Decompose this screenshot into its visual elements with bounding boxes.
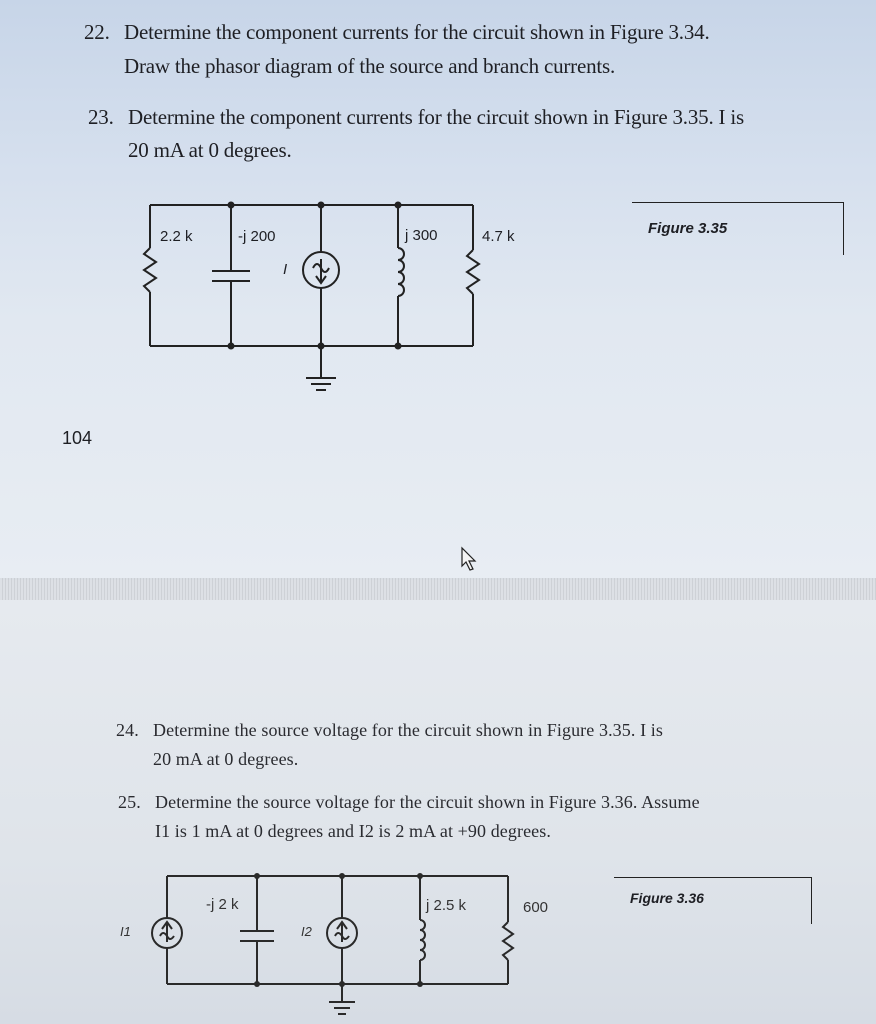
- fig336-source1-label: I1: [120, 924, 131, 939]
- figure-3-35-frame: [632, 202, 844, 255]
- fig335-r1-label: 2.2 k: [160, 228, 193, 245]
- fig336-source2-label: I2: [301, 924, 312, 939]
- problem-23-line1: Determine the component currents for the circuit shown in Figure 3.35. I is: [128, 105, 745, 129]
- problem-22-line1: Determine the component currents for the circuit shown in Figure 3.34.: [124, 20, 710, 44]
- problem-25-line2: I1 is 1 mA at 0 degrees and I2 is 2 mA at +90 degrees.: [155, 821, 551, 841]
- page-number: 104: [62, 428, 93, 448]
- problem-22-number: 22.: [84, 20, 110, 44]
- fig335-source-label: I: [283, 261, 288, 278]
- problem-24-number: 24.: [116, 720, 139, 740]
- problem-24-line2: 20 mA at 0 degrees.: [153, 749, 299, 769]
- fig336-r1-label: 600: [523, 899, 549, 916]
- fig336-c1-label: -j 2 k: [206, 896, 239, 913]
- fig335-l1-label: j 300: [405, 227, 438, 244]
- problem-24-line1: Determine the source voltage for the circuit shown in Figure 3.35. I is: [153, 720, 663, 740]
- problem-25-line1: Determine the source voltage for the circuit shown in Figure 3.36. Assume: [155, 792, 700, 812]
- problem-23-number: 23.: [88, 105, 114, 129]
- fig335-r2-label: 4.7 k: [482, 228, 515, 245]
- problem-25-number: 25.: [118, 792, 141, 812]
- figure-3-35-caption: Figure 3.35: [648, 220, 728, 237]
- problem-22-line2: Draw the phasor diagram of the source and branch currents.: [124, 54, 616, 78]
- fig335-c1-label: -j 200: [238, 228, 276, 245]
- figure-3-36-caption: Figure 3.36: [630, 890, 704, 906]
- fig336-l1-label: j 2.5 k: [426, 897, 467, 914]
- mouse-cursor-icon: [462, 548, 475, 570]
- figure-3-36-frame: [614, 877, 812, 924]
- problem-23-line2: 20 mA at 0 degrees.: [128, 138, 292, 162]
